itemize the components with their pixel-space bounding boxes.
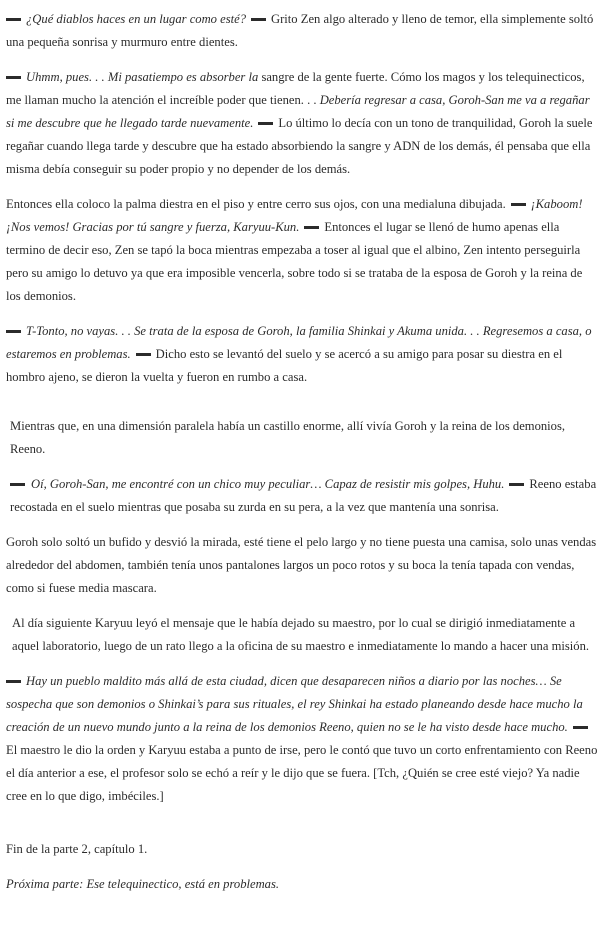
paragraph-3 xyxy=(6,193,600,308)
dialogue-dash xyxy=(10,483,25,486)
dialogue-dash xyxy=(6,680,21,683)
paragraph-9 xyxy=(6,670,600,808)
next-part xyxy=(6,873,600,896)
narration: sangre de la gente fuerte. Cómo los magos y los telequinecticos, me llaman mucho la atención el increíble poder que tienen. . . xyxy=(6,70,585,107)
paragraph-7 xyxy=(6,531,600,600)
dialogue-dash xyxy=(6,76,21,79)
dialogue-line: T-Tonto, no vayas. . . Se trata de la esposa de Goroh, la familia Shinkai y Akuma unida. . . Regresemos a casa, o estaremos en problemas. xyxy=(6,324,592,361)
end-note: Fin de la parte 2, capítulo 1. xyxy=(6,842,148,856)
dialogue-line: Uhmm, pues. . . Mi pasatiempo es absorber la xyxy=(26,70,259,84)
narration: Mientras que, en una dimensión paralela había un castillo enorme, allí vivía Goroh y la reina de los demonios, Reeno. xyxy=(10,419,566,456)
paragraph-2 xyxy=(6,66,600,181)
chapter-end xyxy=(6,838,600,861)
narration: Entonces ella coloco la palma diestra en el piso y entre cerro sus ojos, con una medialuna dibujada. xyxy=(6,197,506,211)
narration: Entonces el lugar se llenó de humo apenas ella termino de decir eso, Zen se tapó la boca mientras empezaba a toser al igual que el albino, Zen intento perseguirla pero su amigo lo detuvo ya que era imposible vencerla, sobre todo si se trataba de la esposa de Goroh y la reina de los demonios. xyxy=(6,220,583,303)
dialogue-line: Debería regresar a casa, Goroh-San me va a regañar si me descubre que he llegado tarde nuevamente. xyxy=(6,93,590,130)
dialogue-dash xyxy=(304,226,319,229)
dialogue-dash xyxy=(251,18,266,21)
dialogue-line: ¿Qué diablos haces en un lugar como esté? xyxy=(26,12,247,26)
narration: Dicho esto se levantó del suelo y se acercó a su amigo para posar su diestra en el hombro ajeno, se dieron la vuelta y fueron en rumbo a casa. xyxy=(6,347,563,384)
narration: Lo último lo decía con un tono de tranquilidad, Goroh la suele regañar cuando llega tarde y descubre que ha estado absorbiendo la sangre y ADN de los demás, él pensaba que ella misma debía conseguir su poder propio y no depender de los demás. xyxy=(6,116,593,176)
paragraph-5 xyxy=(6,415,600,461)
dialogue-dash xyxy=(511,203,526,206)
narration: Grito Zen algo alterado y lleno de temor, ella simplemente soltó una pequeña sonrisa y murmuro entre dientes. xyxy=(6,12,594,49)
dialogue-dash xyxy=(136,353,151,356)
narration: Al día siguiente Karyuu leyó el mensaje que le había dejado su maestro, por lo cual se dirigió inmediatamente a aquel laboratorio, luego de un rato llego a la oficina de su maestro e inmediatamente lo mando a hacer una misión. xyxy=(12,616,590,653)
dialogue-dash xyxy=(6,330,21,333)
dialogue-line: ¡Kaboom! ¡Nos vemos! Gracias por tú sangre y fuerza, Karyuu-Kun. xyxy=(6,197,583,234)
paragraph-8 xyxy=(6,612,600,658)
dialogue-line: Hay un pueblo maldito más allá de esta ciudad, dicen que desaparecen niños a diario por las noches… Se sospecha que son demonios o Shinkai’s para sus rituales, el rey Shinkai ha estado planeando desde hace mucho la creación de un nuevo mundo junto a la reina de los demonios Reeno, quien no se le ha visto desde hace mucho. xyxy=(6,674,583,734)
dialogue-dash xyxy=(258,122,273,125)
dialogue-dash xyxy=(509,483,524,486)
dialogue-line: Oí, Goroh-San, me encontré con un chico muy peculiar… Capaz de resistir mis golpes, Huhu. xyxy=(31,477,505,491)
next-part-note: Próxima parte: Ese telequinectico, está en problemas. xyxy=(6,877,280,891)
paragraph-4 xyxy=(6,320,600,389)
narration: Goroh solo soltó un bufido y desvió la mirada, esté tiene el pelo largo y no tiene puesta una camisa, solo unas vendas alrededor del abdomen, también tenía unos pantalones largos un poco rotos y su boca la tenía tapada con vendas, como si fuese media mascara. xyxy=(6,535,597,595)
dialogue-dash xyxy=(573,726,588,729)
story-text xyxy=(6,8,600,908)
narration: El maestro le dio la orden y Karyuu estaba a punto de irse, pero le contó que tuvo un corto enfrentamiento con Reeno el día anterior a ese, el profesor solo se echó a reír y le dijo que se fuera. [Tch, ¿Quién se cree esté viejo? Ya nadie cree en lo que digo, imbéciles.] xyxy=(6,743,598,803)
narration: Reeno estaba recostada en el suelo mientras que posaba su zurda en su pera, a la vez que mantenía una sonrisa. xyxy=(10,477,597,514)
paragraph-6 xyxy=(6,473,600,519)
dialogue-dash xyxy=(6,18,21,21)
paragraph-1 xyxy=(6,8,600,54)
